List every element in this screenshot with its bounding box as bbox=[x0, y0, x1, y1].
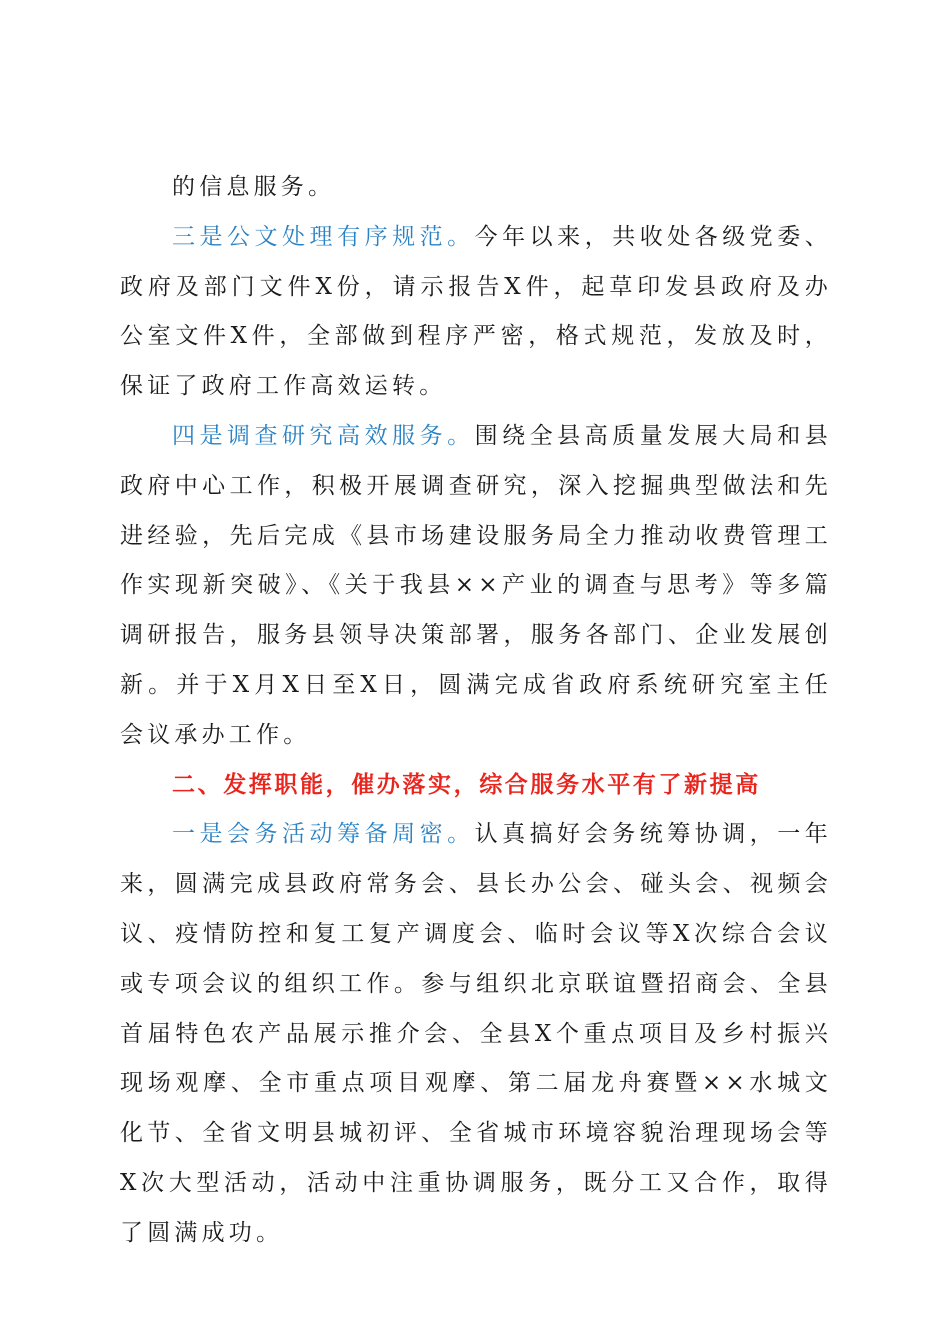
paragraph-body: 今年以来，共收处各级党委、政府及部门文件X份，请示报告X件，起草印发县政府及办公室文件X件，全部做到程序严密，格式规范，发放及时，保证了政府工作高效运转。 bbox=[120, 223, 832, 400]
paragraph-document-handling bbox=[120, 213, 832, 412]
paragraph-body: 围绕全县高质量发展大局和县政府中心工作，积极开展调查研究，深入挖掘典型做法和先进经验，先后完成《县市场建设服务局全力推动收费管理工作实现新突破》、《关于我县××产业的调查与思考》等多篇调研报告，服务县领导决策部署，服务各部门、企业发展创新。并于X月X日至X日，圆满完成省政府系统研究室主任会议承办工作。 bbox=[120, 422, 832, 748]
paragraph-body: 认真搞好会务统筹协调，一年来，圆满完成县政府常务会、县长办公会、碰头会、视频会议、疫情防控和复工复产调度会、临时会议等X次综合会议或专项会议的组织工作。参与组织北京联谊暨招商会、全县首届特色农产品展示推介会、全县X个重点项目及乡村振兴现场观摩、全市重点项目观摩、第二届龙舟赛暨××水城文化节、全省文明县城初评、全省城市环境容貌治理现场会等X次大型活动，活动中注重协调服务，既分工又合作，取得了圆满成功。 bbox=[120, 821, 832, 1246]
paragraph-lead: 四是调查研究高效服务。 bbox=[172, 422, 475, 449]
section-heading: 二、发挥职能，催办落实，综合服务水平有了新提高 bbox=[172, 771, 761, 798]
paragraph-lead: 一是会务活动筹备周密。 bbox=[172, 821, 475, 848]
paragraph-lead: 三是公文处理有序规范。 bbox=[172, 223, 475, 250]
paragraph-research bbox=[120, 412, 832, 761]
document-body bbox=[120, 163, 832, 1259]
paragraph-meetings bbox=[120, 810, 832, 1258]
continuation-text: 的信息服务。 bbox=[172, 174, 336, 200]
